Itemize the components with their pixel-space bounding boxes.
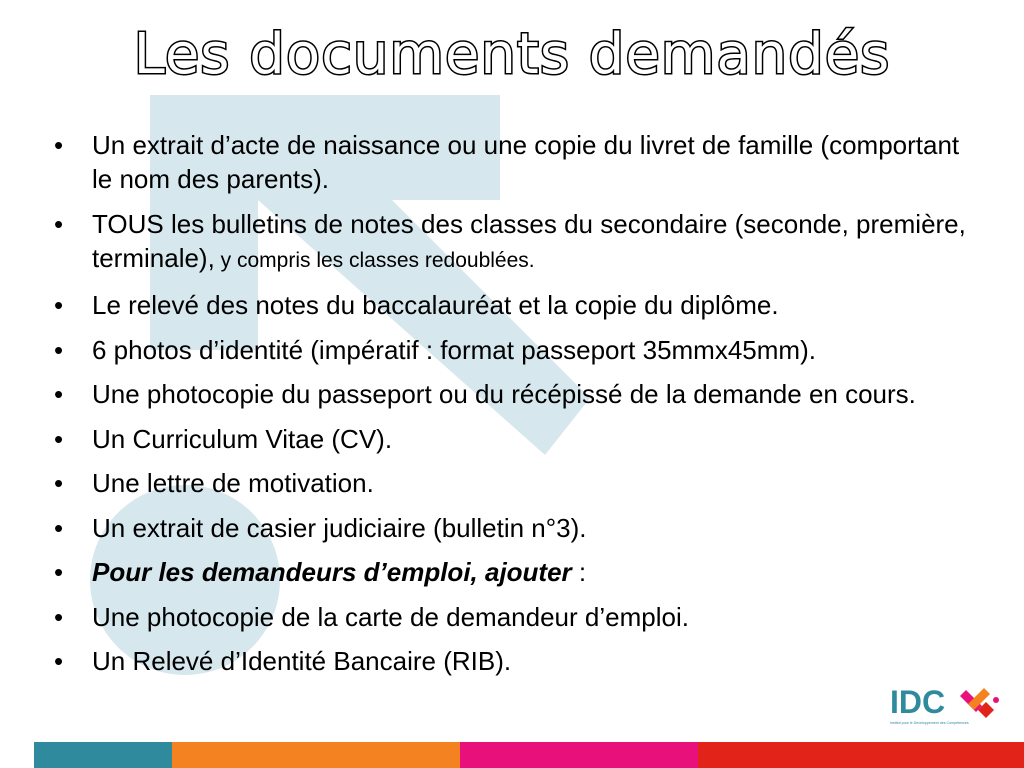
item-text: Une photocopie du passeport ou du récépissé de la demande en cours.	[92, 379, 916, 409]
list-item	[44, 511, 974, 545]
idc-logo	[890, 684, 1002, 728]
bullet-dot: •	[54, 512, 64, 543]
logo-tagline: Institut pour le Développement des Compétences	[890, 721, 969, 725]
item-text: Le relevé des notes du baccalauréat et la copie du diplôme.	[92, 290, 779, 320]
item-text: :	[571, 557, 587, 587]
item-note: y compris les classes redoublées.	[214, 248, 535, 272]
bullet-dot: •	[54, 468, 64, 498]
footer-color-bar	[34, 742, 1024, 768]
list-item	[44, 422, 974, 456]
item-text: TOUS les bulletins de notes des classes du secondaire (seconde, première, terminale),	[92, 208, 966, 273]
item-emphasis: Pour les demandeurs d’emploi, ajouter	[92, 557, 572, 587]
slide-title: Les documents demandés	[133, 22, 891, 87]
bullet-dot: •	[54, 208, 64, 239]
item-text: 6 photos d’identité (impératif : format passeport 35mmx45mm).	[92, 334, 816, 365]
logo-letters: IDC	[890, 684, 946, 720]
requirements-list	[44, 128, 974, 678]
item-text: Un extrait de casier judiciaire (bulletin n°3).	[92, 512, 587, 543]
bullet-dot: •	[54, 334, 64, 365]
bullet-dot: •	[54, 379, 64, 409]
item-text: Une lettre de motivation.	[92, 468, 374, 498]
bullet-dot: •	[54, 601, 64, 632]
item-text: Un Curriculum Vitae (CV).	[92, 423, 393, 454]
bullet-dot: •	[54, 557, 64, 587]
logo-cross-icon	[960, 688, 999, 718]
list-item	[44, 466, 974, 500]
list-item	[44, 555, 974, 589]
bullet-dot: •	[54, 130, 64, 160]
footer-segment-teal	[34, 742, 172, 768]
footer-segment-magenta	[460, 742, 698, 768]
item-text: Un extrait d’acte de naissance ou une copie du livret de famille (comportant le nom des parents).	[92, 130, 960, 194]
list-item	[44, 207, 974, 278]
footer-segment-orange	[172, 742, 460, 768]
list-item	[44, 600, 974, 634]
list-item	[44, 644, 974, 678]
list-item	[44, 333, 974, 367]
bullet-dot: •	[54, 290, 64, 320]
item-text: Un Relevé d’Identité Bancaire (RIB).	[92, 646, 512, 676]
list-item	[44, 128, 974, 196]
bullet-dot: •	[54, 646, 64, 676]
bullet-dot: •	[54, 423, 64, 454]
list-item	[44, 288, 974, 322]
footer-segment-red	[698, 742, 1024, 768]
list-item	[44, 377, 974, 411]
item-text: Une photocopie de la carte de demandeur d’emploi.	[92, 601, 689, 632]
